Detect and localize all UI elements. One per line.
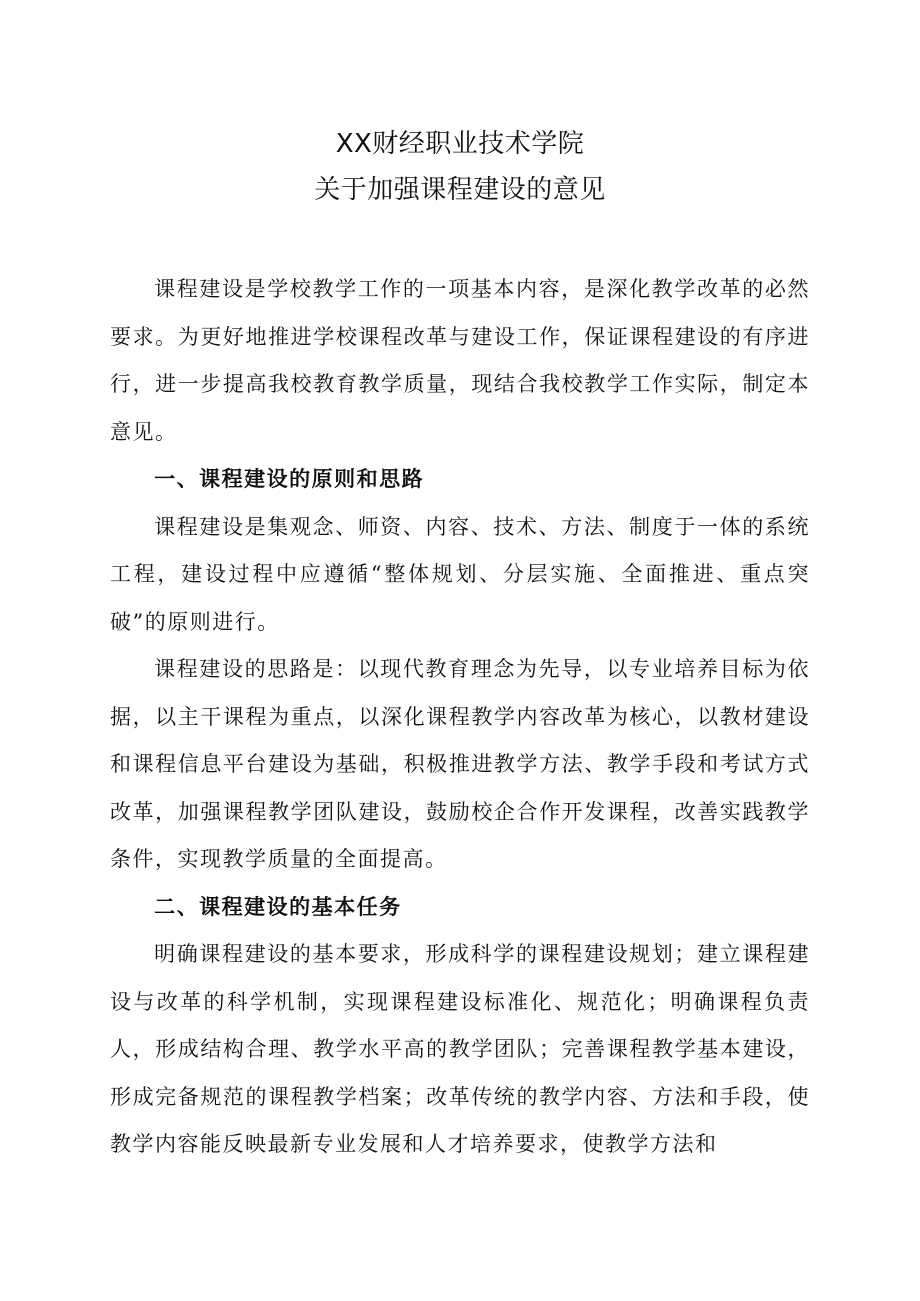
document-body [110, 266, 810, 1169]
section2-heading: 二、课程建设的基本任务 [154, 894, 402, 919]
intro-paragraph: 课程建设是学校教学工作的一项基本内容，是深化教学改革的必然要求。为更好地推进学校课程改革与建设工作，保证课程建设的有序进行，进一步提高我校教育教学质量，现结合我校教学工作实际，制定本意见。 [110, 277, 810, 444]
section2-paragraph-1: 明确课程建设的基本要求，形成科学的课程建设规划；建立课程建设与改革的科学机制，实现课程建设标准化、规范化；明确课程负责人，形成结构合理、教学水平高的教学团队；完善课程教学基本建设，形成完备规范的课程教学档案；改革传统的教学内容、方法和手段，使教学内容能反映最新专业发展和人才培养要求，使教学方法和 [110, 942, 810, 1156]
section1-heading: 一、课程建设的原则和思路 [154, 467, 425, 491]
section1-paragraph-2: 课程建设的思路是：以现代教育理念为先导，以专业培养目标为依据，以主干课程为重点，以深化课程教学内容改革为核心，以教材建设和课程信息平台建设为基础，积极推进教学方法、教学手段和考试方式改革，加强课程教学团队建设，鼓励校企合作开发课程，改善实践教学条件，实现教学质量的全面提高。 [110, 657, 810, 871]
document-title-line1: XX财经职业技术学院 [335, 129, 585, 159]
section1-paragraph-1: 课程建设是集观念、师资、内容、技术、方法、制度于一体的系统工程，建设过程中应遵循“整体规划、分层实施、全面推进、重点突破”的原则进行。 [110, 514, 810, 634]
document-title-line2: 关于加强课程建设的意见 [314, 175, 606, 205]
